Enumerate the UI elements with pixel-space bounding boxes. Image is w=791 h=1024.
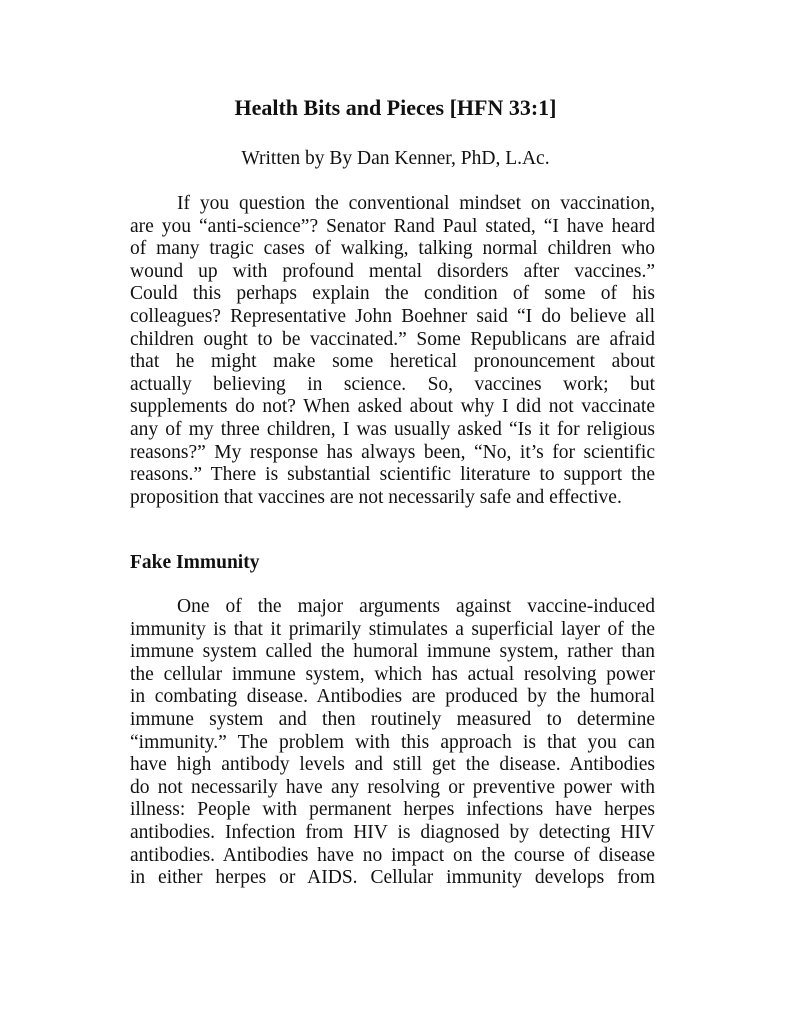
text-line: proposition that vaccines are not necessarily safe and effective. [130,486,622,508]
author-byline: Written by By Dan Kenner, PhD, L.Ac. [241,148,550,169]
text-line: One of the major arguments against vaccine-induced [177,596,655,617]
text-line: of many tragic cases of walking, talking normal children who [130,238,655,260]
text-line: the cellular immune system, which has actual resolving power [130,663,655,685]
text-line: do not necessarily have any resolving or preventive power with [130,776,655,798]
text-line: children ought to be vaccinated.” Some Republicans are afraid [130,328,655,350]
text-line: that he might make some heretical pronouncement about [130,351,655,373]
text-line: immune system and then routinely measured to determine [130,708,655,730]
intro-paragraph [130,193,655,509]
text-line: antibodies. Antibodies have no impact on the course of disease [130,844,655,866]
text-line: in combating disease. Antibodies are produced by the humoral [130,686,655,708]
text-line: any of my three children, I was usually asked “Is it for religious [130,418,655,440]
text-line: “immunity.” The problem with this approach is that you can [130,731,655,753]
text-line: in either herpes or AIDS. Cellular immunity develops from [130,867,655,889]
text-line: antibodies. Infection from HIV is diagnosed by detecting HIV [130,821,655,843]
text-line: reasons?” My response has always been, “No, it’s for scientific [130,441,655,463]
text-line: have high antibody levels and still get the disease. Antibodies [130,754,655,776]
text-line: are you “anti-science”? Senator Rand Paul stated, “I have heard [130,215,655,237]
text-line: reasons.” There is substantial scientific literature to support the [130,464,655,486]
text-line: supplements do not? When asked about why I did not vaccinate [130,396,655,418]
text-line: colleagues? Representative John Boehner said “I do believe all [130,305,655,327]
text-line: wound up with profound mental disorders after vaccines.” [130,260,655,282]
fake-immunity-paragraph [130,596,655,890]
text-line: illness: People with permanent herpes infections have herpes [130,799,655,821]
document-title: Health Bits and Pieces [HFN 33:1] [234,95,557,120]
text-line: actually believing in science. So, vaccines work; but [130,373,655,395]
text-line: immunity is that it primarily stimulates a superficial layer of the [130,618,655,640]
section-heading: Fake Immunity [130,552,260,573]
text-line: If you question the conventional mindset on vaccination, [177,193,655,214]
text-line: Could this perhaps explain the condition of some of his [130,283,655,305]
text-line: immune system called the humoral immune system, rather than [130,641,655,663]
